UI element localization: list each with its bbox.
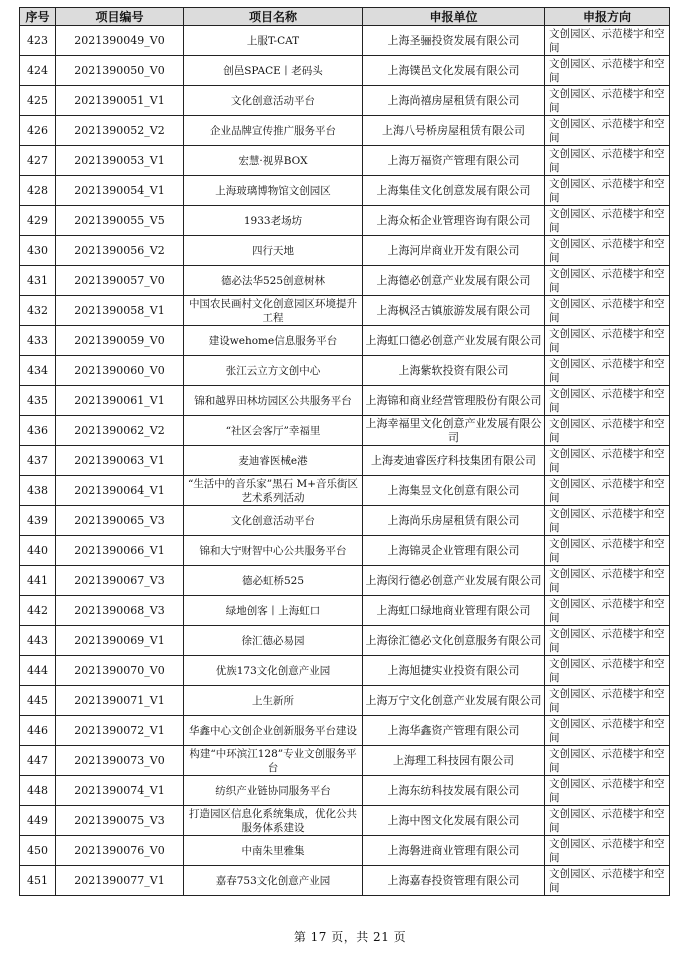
project-name-cell: 中南朱里雅集 <box>184 836 363 866</box>
serial-cell: 425 <box>20 86 56 116</box>
table-row <box>20 776 670 806</box>
table-row <box>20 716 670 746</box>
project-name-cell: 上生新所 <box>184 686 363 716</box>
project-code-cell: 2021390071_V1 <box>56 686 184 716</box>
applicant-unit-cell: 上海河岸商业开发有限公司 <box>363 236 545 266</box>
serial-cell: 438 <box>20 476 56 506</box>
table-row <box>20 746 670 776</box>
serial-cell: 427 <box>20 146 56 176</box>
header-direction: 申报方向 <box>545 8 670 26</box>
project-name-cell: 中国农民画村文化创意园区环境提升工程 <box>184 296 363 326</box>
project-code-cell: 2021390058_V1 <box>56 296 184 326</box>
applicant-unit-cell: 上海紫软投资有限公司 <box>363 356 545 386</box>
header-applicant-unit: 申报单位 <box>363 8 545 26</box>
table-row <box>20 596 670 626</box>
project-code-cell: 2021390054_V1 <box>56 176 184 206</box>
serial-cell: 440 <box>20 536 56 566</box>
applicant-unit-cell: 上海圣骊投资发展有限公司 <box>363 26 545 56</box>
table-row <box>20 296 670 326</box>
project-code-cell: 2021390056_V2 <box>56 236 184 266</box>
serial-cell: 430 <box>20 236 56 266</box>
serial-cell: 434 <box>20 356 56 386</box>
table-row <box>20 206 670 236</box>
serial-cell: 447 <box>20 746 56 776</box>
serial-cell: 423 <box>20 26 56 56</box>
direction-cell: 文创园区、示范楼宇和空间 <box>545 266 670 296</box>
table-row <box>20 326 670 356</box>
direction-cell: 文创园区、示范楼宇和空间 <box>545 146 670 176</box>
project-table <box>19 7 670 896</box>
direction-cell: 文创园区、示范楼宇和空间 <box>545 836 670 866</box>
table-row <box>20 866 670 896</box>
project-code-cell: 2021390065_V3 <box>56 506 184 536</box>
direction-cell: 文创园区、示范楼宇和空间 <box>545 746 670 776</box>
applicant-unit-cell: 上海虹口绿地商业管理有限公司 <box>363 596 545 626</box>
applicant-unit-cell: 上海中图文化发展有限公司 <box>363 806 545 836</box>
project-code-cell: 2021390051_V1 <box>56 86 184 116</box>
project-name-cell: “生活中的音乐家”黑石 M+音乐街区艺术系列活动 <box>184 476 363 506</box>
serial-cell: 442 <box>20 596 56 626</box>
applicant-unit-cell: 上海八号桥房屋租赁有限公司 <box>363 116 545 146</box>
project-code-cell: 2021390052_V2 <box>56 116 184 146</box>
applicant-unit-cell: 上海华鑫资产管理有限公司 <box>363 716 545 746</box>
table-row <box>20 476 670 506</box>
serial-cell: 448 <box>20 776 56 806</box>
direction-cell: 文创园区、示范楼宇和空间 <box>545 536 670 566</box>
serial-cell: 444 <box>20 656 56 686</box>
applicant-unit-cell: 上海众柘企业管理咨询有限公司 <box>363 206 545 236</box>
project-name-cell: 文化创意活动平台 <box>184 506 363 536</box>
applicant-unit-cell: 上海万福资产管理有限公司 <box>363 146 545 176</box>
project-code-cell: 2021390060_V0 <box>56 356 184 386</box>
project-code-cell: 2021390072_V1 <box>56 716 184 746</box>
project-name-cell: 创邑SPACE丨老码头 <box>184 56 363 86</box>
project-name-cell: 麦迪睿医械e港 <box>184 446 363 476</box>
project-code-cell: 2021390076_V0 <box>56 836 184 866</box>
direction-cell: 文创园区、示范楼宇和空间 <box>545 86 670 116</box>
direction-cell: 文创园区、示范楼宇和空间 <box>545 56 670 86</box>
table-row <box>20 146 670 176</box>
serial-cell: 426 <box>20 116 56 146</box>
table-row <box>20 176 670 206</box>
project-code-cell: 2021390074_V1 <box>56 776 184 806</box>
applicant-unit-cell: 上海锦灵企业管理有限公司 <box>363 536 545 566</box>
project-code-cell: 2021390062_V2 <box>56 416 184 446</box>
table-row <box>20 806 670 836</box>
direction-cell: 文创园区、示范楼宇和空间 <box>545 626 670 656</box>
serial-cell: 435 <box>20 386 56 416</box>
applicant-unit-cell: 上海理工科技园有限公司 <box>363 746 545 776</box>
serial-cell: 451 <box>20 866 56 896</box>
header-project-code: 项目编号 <box>56 8 184 26</box>
table-row <box>20 116 670 146</box>
direction-cell: 文创园区、示范楼宇和空间 <box>545 446 670 476</box>
project-name-cell: 企业品牌宣传推广服务平台 <box>184 116 363 146</box>
project-name-cell: 锦和越界田林坊园区公共服务平台 <box>184 386 363 416</box>
applicant-unit-cell: 上海闵行德必创意产业发展有限公司 <box>363 566 545 596</box>
direction-cell: 文创园区、示范楼宇和空间 <box>545 116 670 146</box>
table-row <box>20 836 670 866</box>
applicant-unit-cell: 上海集佳文化创意发展有限公司 <box>363 176 545 206</box>
project-code-cell: 2021390061_V1 <box>56 386 184 416</box>
serial-cell: 441 <box>20 566 56 596</box>
serial-cell: 433 <box>20 326 56 356</box>
serial-cell: 424 <box>20 56 56 86</box>
table-row <box>20 506 670 536</box>
direction-cell: 文创园区、示范楼宇和空间 <box>545 596 670 626</box>
serial-cell: 429 <box>20 206 56 236</box>
project-name-cell: 徐汇德必易园 <box>184 626 363 656</box>
direction-cell: 文创园区、示范楼宇和空间 <box>545 476 670 506</box>
applicant-unit-cell: 上海万宁文化创意产业发展有限公司 <box>363 686 545 716</box>
direction-cell: 文创园区、示范楼宇和空间 <box>545 356 670 386</box>
project-table-container <box>19 7 669 896</box>
applicant-unit-cell: 上海德必创意产业发展有限公司 <box>363 266 545 296</box>
table-row <box>20 386 670 416</box>
direction-cell: 文创园区、示范楼宇和空间 <box>545 716 670 746</box>
table-row <box>20 566 670 596</box>
project-code-cell: 2021390066_V1 <box>56 536 184 566</box>
applicant-unit-cell: 上海枫泾古镇旅游发展有限公司 <box>363 296 545 326</box>
table-row <box>20 266 670 296</box>
header-project-name: 项目名称 <box>184 8 363 26</box>
serial-cell: 439 <box>20 506 56 536</box>
applicant-unit-cell: 上海旭捷实业投资有限公司 <box>363 656 545 686</box>
table-row <box>20 656 670 686</box>
applicant-unit-cell: 上海嘉春投资管理有限公司 <box>363 866 545 896</box>
project-name-cell: 德必虹桥525 <box>184 566 363 596</box>
direction-cell: 文创园区、示范楼宇和空间 <box>545 296 670 326</box>
project-name-cell: 嘉春753文化创意产业园 <box>184 866 363 896</box>
direction-cell: 文创园区、示范楼宇和空间 <box>545 326 670 356</box>
serial-cell: 446 <box>20 716 56 746</box>
project-code-cell: 2021390073_V0 <box>56 746 184 776</box>
direction-cell: 文创园区、示范楼宇和空间 <box>545 386 670 416</box>
serial-cell: 445 <box>20 686 56 716</box>
direction-cell: 文创园区、示范楼宇和空间 <box>545 206 670 236</box>
project-code-cell: 2021390070_V0 <box>56 656 184 686</box>
project-name-cell: 宏慧·视界BOX <box>184 146 363 176</box>
project-name-cell: 文化创意活动平台 <box>184 86 363 116</box>
serial-cell: 437 <box>20 446 56 476</box>
project-name-cell: 绿地创客丨上海虹口 <box>184 596 363 626</box>
project-code-cell: 2021390067_V3 <box>56 566 184 596</box>
direction-cell: 文创园区、示范楼宇和空间 <box>545 176 670 206</box>
direction-cell: 文创园区、示范楼宇和空间 <box>545 866 670 896</box>
project-name-cell: 打造园区信息化系统集成，优化公共服务体系建设 <box>184 806 363 836</box>
table-row <box>20 56 670 86</box>
direction-cell: 文创园区、示范楼宇和空间 <box>545 776 670 806</box>
applicant-unit-cell: 上海镤邑文化发展有限公司 <box>363 56 545 86</box>
table-body <box>20 26 670 896</box>
project-code-cell: 2021390057_V0 <box>56 266 184 296</box>
project-name-cell: 上海玻璃博物馆文创园区 <box>184 176 363 206</box>
direction-cell: 文创园区、示范楼宇和空间 <box>545 506 670 536</box>
serial-cell: 449 <box>20 806 56 836</box>
project-code-cell: 2021390059_V0 <box>56 326 184 356</box>
table-row <box>20 446 670 476</box>
header-serial: 序号 <box>20 8 56 26</box>
project-code-cell: 2021390049_V0 <box>56 26 184 56</box>
project-code-cell: 2021390077_V1 <box>56 866 184 896</box>
project-name-cell: 华鑫中心文创企业创新服务平台建设 <box>184 716 363 746</box>
project-name-cell: “社区会客厅”幸福里 <box>184 416 363 446</box>
table-row <box>20 236 670 266</box>
project-name-cell: 四行天地 <box>184 236 363 266</box>
project-code-cell: 2021390068_V3 <box>56 596 184 626</box>
serial-cell: 432 <box>20 296 56 326</box>
table-row <box>20 416 670 446</box>
table-row <box>20 626 670 656</box>
applicant-unit-cell: 上海麦迪睿医疗科技集团有限公司 <box>363 446 545 476</box>
project-name-cell: 锦和大宁财智中心公共服务平台 <box>184 536 363 566</box>
serial-cell: 450 <box>20 836 56 866</box>
project-name-cell: 张江云立方文创中心 <box>184 356 363 386</box>
direction-cell: 文创园区、示范楼宇和空间 <box>545 26 670 56</box>
direction-cell: 文创园区、示范楼宇和空间 <box>545 566 670 596</box>
table-row <box>20 686 670 716</box>
applicant-unit-cell: 上海尚乐房屋租赁有限公司 <box>363 506 545 536</box>
applicant-unit-cell: 上海尚禧房屋租赁有限公司 <box>363 86 545 116</box>
serial-cell: 431 <box>20 266 56 296</box>
applicant-unit-cell: 上海虹口德必创意产业发展有限公司 <box>363 326 545 356</box>
applicant-unit-cell: 上海磐进商业管理有限公司 <box>363 836 545 866</box>
project-name-cell: 优族173文化创意产业园 <box>184 656 363 686</box>
serial-cell: 436 <box>20 416 56 446</box>
project-code-cell: 2021390063_V1 <box>56 446 184 476</box>
project-code-cell: 2021390050_V0 <box>56 56 184 86</box>
direction-cell: 文创园区、示范楼宇和空间 <box>545 806 670 836</box>
project-name-cell: 建设wehome信息服务平台 <box>184 326 363 356</box>
project-code-cell: 2021390069_V1 <box>56 626 184 656</box>
page-number-footer: 第 17 页，共 21 页 <box>293 930 407 944</box>
direction-cell: 文创园区、示范楼宇和空间 <box>545 416 670 446</box>
table-row <box>20 86 670 116</box>
project-name-cell: 构建“中环滨江128”专业文创服务平台 <box>184 746 363 776</box>
direction-cell: 文创园区、示范楼宇和空间 <box>545 686 670 716</box>
project-name-cell: 1933老场坊 <box>184 206 363 236</box>
applicant-unit-cell: 上海徐汇德必文化创意服务有限公司 <box>363 626 545 656</box>
table-row <box>20 536 670 566</box>
project-name-cell: 纺织产业链协同服务平台 <box>184 776 363 806</box>
table-row <box>20 26 670 56</box>
direction-cell: 文创园区、示范楼宇和空间 <box>545 656 670 686</box>
applicant-unit-cell: 上海幸福里文化创意产业发展有限公司 <box>363 416 545 446</box>
table-header-row <box>20 8 670 26</box>
project-name-cell: 德必法华525创意树林 <box>184 266 363 296</box>
project-code-cell: 2021390055_V5 <box>56 206 184 236</box>
direction-cell: 文创园区、示范楼宇和空间 <box>545 236 670 266</box>
applicant-unit-cell: 上海集昱文化创意有限公司 <box>363 476 545 506</box>
serial-cell: 443 <box>20 626 56 656</box>
serial-cell: 428 <box>20 176 56 206</box>
table-row <box>20 356 670 386</box>
applicant-unit-cell: 上海锦和商业经营管理股份有限公司 <box>363 386 545 416</box>
project-name-cell: 上服T-CAT <box>184 26 363 56</box>
project-code-cell: 2021390064_V1 <box>56 476 184 506</box>
project-code-cell: 2021390075_V3 <box>56 806 184 836</box>
applicant-unit-cell: 上海东纺科技发展有限公司 <box>363 776 545 806</box>
project-code-cell: 2021390053_V1 <box>56 146 184 176</box>
